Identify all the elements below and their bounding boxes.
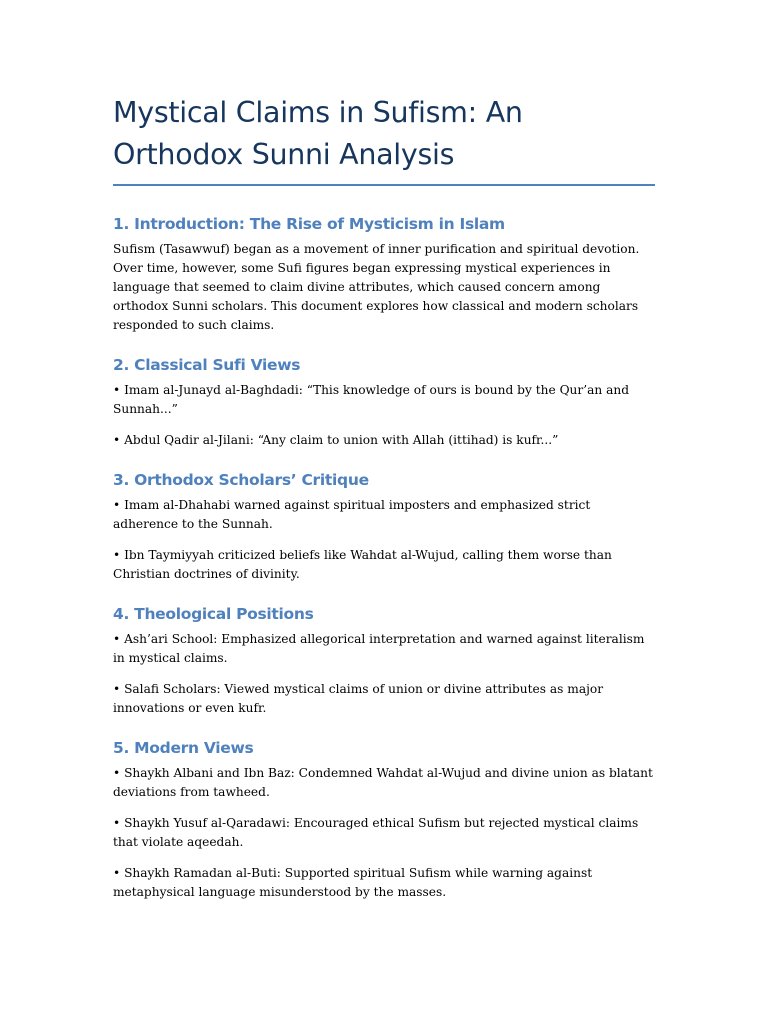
bullet-item: • Abdul Qadir al-Jilani: “Any claim to union with Allah (ittihad) is kufr...” (113, 433, 559, 447)
section-classical-sufi-views (113, 355, 655, 450)
bullet-item: • Salafi Scholars: Viewed mystical claims of union or divine attributes as major innovations or even kufr. (113, 682, 604, 715)
paragraph: Sufism (Tasawwuf) began as a movement of inner purification and spiritual devotion. Over time, however, some Sufi figures began expressing mystical experiences in language that seemed to claim divine attributes, which caused concern among orthodox Sunni scholars. This document explores how classical and modern scholars responded to such claims. (113, 242, 640, 332)
document-page (113, 92, 655, 922)
title-underline (113, 184, 655, 186)
section-heading: 1. Introduction: The Rise of Mysticism in Islam (113, 215, 505, 233)
bullet-item: • Imam al-Dhahabi warned against spiritual imposters and emphasized strict adherence to the Sunnah. (113, 498, 591, 531)
bullet-item: • Ash’ari School: Emphasized allegorical interpretation and warned against literalism in mystical claims. (113, 632, 645, 665)
section-heading: 2. Classical Sufi Views (113, 356, 301, 374)
bullet-item: • Shaykh Albani and Ibn Baz: Condemned Wahdat al-Wujud and divine union as blatant deviations from tawheed. (113, 766, 653, 799)
section-heading: 3. Orthodox Scholars’ Critique (113, 471, 369, 489)
bullet-item: • Shaykh Ramadan al-Buti: Supported spiritual Sufism while warning against metaphysical language misunderstood by the masses. (113, 866, 593, 899)
bullet-item: • Imam al-Junayd al-Baghdadi: “This knowledge of ours is bound by the Qur’an and Sunnah...” (113, 383, 630, 416)
bullet-item: • Shaykh Yusuf al-Qaradawi: Encouraged ethical Sufism but rejected mystical claims that violate aqeedah. (113, 816, 639, 849)
section-orthodox-critique (113, 470, 655, 584)
section-modern-views (113, 738, 655, 902)
section-theological-positions (113, 604, 655, 718)
section-heading: 4. Theological Positions (113, 605, 314, 623)
bullet-item: • Ibn Taymiyyah criticized beliefs like Wahdat al-Wujud, calling them worse than Christian doctrines of divinity. (113, 548, 612, 581)
section-introduction (113, 214, 655, 335)
document-title: Mystical Claims in Sufism: An Orthodox Sunni Analysis (113, 96, 523, 171)
section-heading: 5. Modern Views (113, 739, 254, 757)
